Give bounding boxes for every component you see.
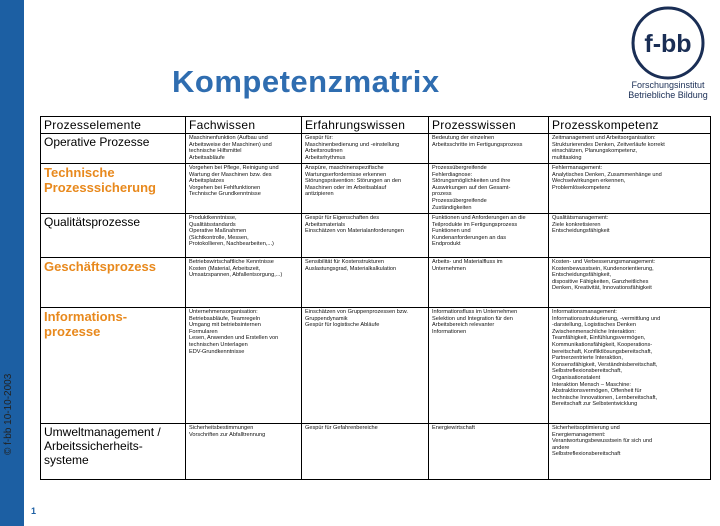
cell-line: Maschinenbedienung und -einstellung bbox=[305, 141, 400, 148]
cell-line: Arbeitsmaterials bbox=[305, 221, 346, 228]
matrix-cell bbox=[429, 164, 549, 214]
cell-line: Umsatzspannen, Abfallentsorgung,...) bbox=[189, 272, 283, 279]
cell-line: Informationsfluss im Unternehmen bbox=[432, 309, 518, 315]
row-label: Qualitätsprozesse bbox=[41, 214, 186, 258]
cell-line: Arbeitsweise der Maschinen) und bbox=[189, 141, 272, 148]
cell-line: Unternehmensorganisation: bbox=[189, 309, 258, 315]
cell-line: Gespür für Eigenschaften des bbox=[305, 215, 380, 221]
row-label: Umweltmanagement / Arbeitssicherheits-systeme bbox=[41, 424, 186, 480]
cell-line: Zwischenmenschliche Interaktion: bbox=[552, 328, 636, 335]
cell-line: Sicherheitsoptimierung und bbox=[552, 425, 620, 431]
table-row-technische-prozesssicherung bbox=[41, 164, 711, 214]
cell-line: Operative Maßnahmen bbox=[189, 228, 247, 235]
cell-line: einschätzen, Planungskompetenz, bbox=[552, 148, 638, 155]
cell-line: technische Hilfsmittel bbox=[189, 148, 242, 155]
cell-line: Teilprodukte im Fertigungsprozess bbox=[432, 221, 518, 228]
cell-line: Produktkenntnisse, bbox=[189, 215, 237, 221]
matrix-cell bbox=[549, 424, 711, 480]
matrix-cell bbox=[186, 424, 302, 480]
row-label: Technische Prozesssicherung bbox=[41, 164, 186, 214]
matrix-cell bbox=[186, 214, 302, 258]
matrix-cell bbox=[429, 258, 549, 308]
matrix-cell bbox=[302, 308, 429, 424]
cell-line: Entscheidungsfähigkeit bbox=[552, 228, 610, 235]
cell-line: Zeitmanagement und Arbeitsorganisation: bbox=[552, 135, 656, 141]
cell-line: Endprodukt bbox=[432, 241, 461, 248]
cell-line: Auswirkungen auf den Gesamt- bbox=[432, 184, 511, 191]
page-title: Kompetenzmatrix bbox=[172, 64, 440, 99]
matrix-cell bbox=[429, 308, 549, 424]
cell-line: Arbeitsschritte im Fertigungsprozess bbox=[432, 141, 523, 148]
copyright-date: © f-bb 10-10-2003 bbox=[3, 373, 14, 455]
table-row-operative-prozesse bbox=[41, 134, 711, 164]
cell-line: Informationsmanagement: bbox=[552, 309, 617, 315]
table-row-qualitaetsprozesse bbox=[41, 214, 711, 258]
cell-line: Analytisches Denken, Zusammenhänge und bbox=[552, 171, 662, 178]
cell-line: Verantwortungsbewusstsein für sich und bbox=[552, 438, 653, 445]
row-label: Geschäftsprozess bbox=[41, 258, 186, 308]
cell-line: Gespür für: bbox=[305, 135, 333, 141]
fbb-logo bbox=[622, 6, 714, 116]
cell-line: technische Innovationen, Lernbereitschaft, bbox=[552, 394, 658, 401]
cell-line: Partnerzentrierte Interaktion, bbox=[552, 355, 623, 362]
cell-line: prozess bbox=[432, 191, 452, 198]
cell-line: Interaktion Mensch – Maschine: bbox=[552, 381, 631, 388]
matrix-cell bbox=[549, 134, 711, 164]
matrix-cell bbox=[549, 308, 711, 424]
cell-line: Betriebswirtschaftliche Kenntnisse bbox=[189, 259, 274, 265]
cell-line: Arbeitsrhythmus bbox=[305, 154, 346, 161]
cell-line: antizipieren bbox=[305, 191, 334, 198]
logo-line-1: Forschungsinstitut bbox=[631, 80, 705, 90]
logo-mark: f-bb bbox=[644, 30, 692, 58]
cell-line: Störungsprävention: Störungen an den bbox=[305, 178, 402, 185]
cell-line: Energiemanagement: bbox=[552, 431, 606, 438]
cell-line: Störungsmöglichkeiten und ihre bbox=[432, 178, 511, 185]
row-label: Informations-prozesse bbox=[41, 308, 186, 424]
cell-line: Abstraktionsvermögen, Offenheit für bbox=[552, 388, 642, 395]
cell-line: Arbeits- und Materialfluss im bbox=[432, 259, 503, 265]
cell-line: Teamfähigkeit, Einfühlungsvermögen, bbox=[552, 335, 646, 342]
cell-line: EDV-Grundkenntnisse bbox=[189, 348, 245, 355]
column-header: Erfahrungswissen bbox=[302, 117, 429, 134]
cell-line: Einschätzen von Gruppenprozessen bzw. bbox=[305, 309, 408, 315]
cell-line: Kommunikationsfähigkeit, Kooperations- bbox=[552, 341, 653, 348]
cell-line: Entscheidungsfähigkeit, bbox=[552, 272, 612, 279]
cell-line: Arbeitsbereich relevanter bbox=[432, 322, 495, 329]
cell-line: Auslastungsgrad, Materialkalkulation bbox=[305, 265, 397, 272]
cell-line: Prozessübergreifende bbox=[432, 197, 487, 204]
cell-line: Organisationstalent bbox=[552, 374, 601, 381]
cell-line: bereitschaft, Konfliktlösungsbereitschaft, bbox=[552, 348, 653, 355]
cell-line: Selbstreflexionsbereitschaft bbox=[552, 451, 621, 458]
cell-line: Fehlerdiagnose: bbox=[432, 171, 473, 178]
cell-line: Problemlösekompetenz bbox=[552, 184, 611, 191]
cell-line: (Sichtkontrolle, Messen, bbox=[189, 234, 249, 241]
matrix-cell bbox=[302, 164, 429, 214]
cell-line: Funktionen und Anforderungen an die bbox=[432, 215, 526, 221]
cell-line: Selektion und Integration für den bbox=[432, 315, 513, 322]
cell-line: Arbeitsroutinen bbox=[305, 148, 343, 155]
cell-line: Wechselwirkungen erkennen, bbox=[552, 178, 626, 185]
cell-line: Konsensfähigkeit, Verständnisbereitschaft, bbox=[552, 361, 658, 368]
matrix-cell bbox=[302, 134, 429, 164]
competence-matrix-table bbox=[40, 116, 711, 480]
cell-line: Bereitschaft zur Selbstentwicklung bbox=[552, 401, 638, 408]
cell-line: Informationen bbox=[432, 328, 467, 335]
cell-line: Arbeitsplatzes bbox=[189, 178, 225, 185]
cell-line: Lesen, Anwenden und Erstellen von bbox=[189, 335, 279, 342]
cell-line: Vorgehen bei Fehlfunktionen bbox=[189, 184, 261, 191]
page-number: 1 bbox=[31, 506, 37, 516]
cell-line: technischen Unterlagen bbox=[189, 341, 248, 348]
cell-line: Denken, Kreativität, Innovationsfähigkeit bbox=[552, 285, 652, 292]
cell-line: Selbstreflexionsbereitschaft, bbox=[552, 368, 622, 375]
matrix-cell bbox=[429, 214, 549, 258]
cell-line: Vorschriften zur Abfalltrennung bbox=[189, 431, 266, 438]
table-row-umweltmanagement bbox=[41, 424, 711, 480]
cell-line: Bedeutung der einzelnen bbox=[432, 135, 495, 141]
cell-line: Wartung der Maschinen bzw. des bbox=[189, 171, 272, 178]
cell-line: Wartungserfordernisse erkennen bbox=[305, 171, 387, 178]
logo-circle-icon bbox=[631, 6, 705, 80]
cell-line: Prozessübergreifende bbox=[432, 165, 487, 171]
cell-line: Informationsstrukturierung, -vermittlung und bbox=[552, 315, 661, 322]
matrix-cell bbox=[186, 308, 302, 424]
matrix-cell bbox=[549, 214, 711, 258]
column-header: Prozesselemente bbox=[41, 117, 186, 134]
cell-line: Kosten- und Verbesserungsmanagement: bbox=[552, 259, 656, 265]
cell-line: Sicherheitsbestimmungen bbox=[189, 425, 254, 431]
cell-line: Anspüre, maschinenspezifische bbox=[305, 165, 384, 171]
cell-line: Arbeitsabläufe bbox=[189, 154, 225, 161]
row-label: Operative Prozesse bbox=[41, 134, 186, 164]
cell-line: Qualitätsstandards bbox=[189, 221, 236, 228]
cell-line: Ziele konkretisieren bbox=[552, 221, 601, 228]
matrix-cell bbox=[302, 424, 429, 480]
cell-line: Gespür für Gefahrenbereiche bbox=[305, 425, 378, 431]
column-header: Prozesskompetenz bbox=[549, 117, 711, 134]
cell-line: Unternehmen bbox=[432, 265, 466, 272]
cell-line: Maschinen oder im Arbeitsablauf bbox=[305, 184, 387, 191]
matrix-cell bbox=[549, 258, 711, 308]
cell-line: Gespür für logistische Abläufe bbox=[305, 322, 380, 329]
cell-line: Vorgehen bei Pflege, Reinigung und bbox=[189, 165, 279, 171]
matrix-cell bbox=[186, 258, 302, 308]
matrix-cell bbox=[429, 424, 549, 480]
cell-line: Gruppendynamik bbox=[305, 315, 348, 322]
table-row-informationsprozesse bbox=[41, 308, 711, 424]
logo-line-2: Betriebliche Bildung bbox=[628, 90, 708, 100]
cell-line: Energiewirtschaft bbox=[432, 425, 475, 431]
cell-line: Maschinenfunktion (Aufbau und bbox=[189, 135, 268, 141]
cell-line: andere bbox=[552, 444, 570, 451]
cell-line: Betriebsabläufe, Teamregeln bbox=[189, 315, 261, 322]
column-header: Fachwissen bbox=[186, 117, 302, 134]
cell-line: Kundenanforderungen an das bbox=[432, 234, 507, 241]
matrix-cell bbox=[302, 214, 429, 258]
cell-line: Fehlermanagement: bbox=[552, 165, 603, 171]
column-header: Prozesswissen bbox=[429, 117, 549, 134]
cell-line: Strukturierendes Denken, Zeitverläufe korrekt bbox=[552, 141, 665, 148]
cell-line: -darstellung, Logistisches Denken bbox=[552, 322, 636, 329]
cell-line: Sensibilität für Kostenstrukturen bbox=[305, 259, 384, 265]
matrix-cell bbox=[186, 134, 302, 164]
cell-line: Formularen bbox=[189, 328, 218, 335]
cell-line: Kosten (Material, Arbeitszeit, bbox=[189, 265, 261, 272]
cell-line: Technische Grundkenntnisse bbox=[189, 191, 261, 198]
matrix-cell bbox=[429, 134, 549, 164]
cell-line: Zuständigkeiten bbox=[432, 204, 472, 211]
cell-line: Qualitätsmanagement: bbox=[552, 215, 609, 221]
cell-line: Funktionen und bbox=[432, 228, 471, 235]
table-row-geschaeftsprozess bbox=[41, 258, 711, 308]
matrix-cell bbox=[302, 258, 429, 308]
cell-line: Einschätzen von Materialanforderungen bbox=[305, 228, 404, 235]
matrix-cell bbox=[549, 164, 711, 214]
cell-line: Umgang mit betriebsinternen bbox=[189, 322, 261, 329]
cell-line: multitasking bbox=[552, 154, 582, 161]
cell-line: Kostenbewusstsein, Kundenorientierung, bbox=[552, 265, 654, 272]
matrix-cell bbox=[186, 164, 302, 214]
table-header-row bbox=[41, 117, 711, 134]
cell-line: Protokollieren, Nachbearbeiten,...) bbox=[189, 241, 274, 248]
cell-line: dispositive Fähigkeiten, Ganzheitliches bbox=[552, 278, 649, 285]
